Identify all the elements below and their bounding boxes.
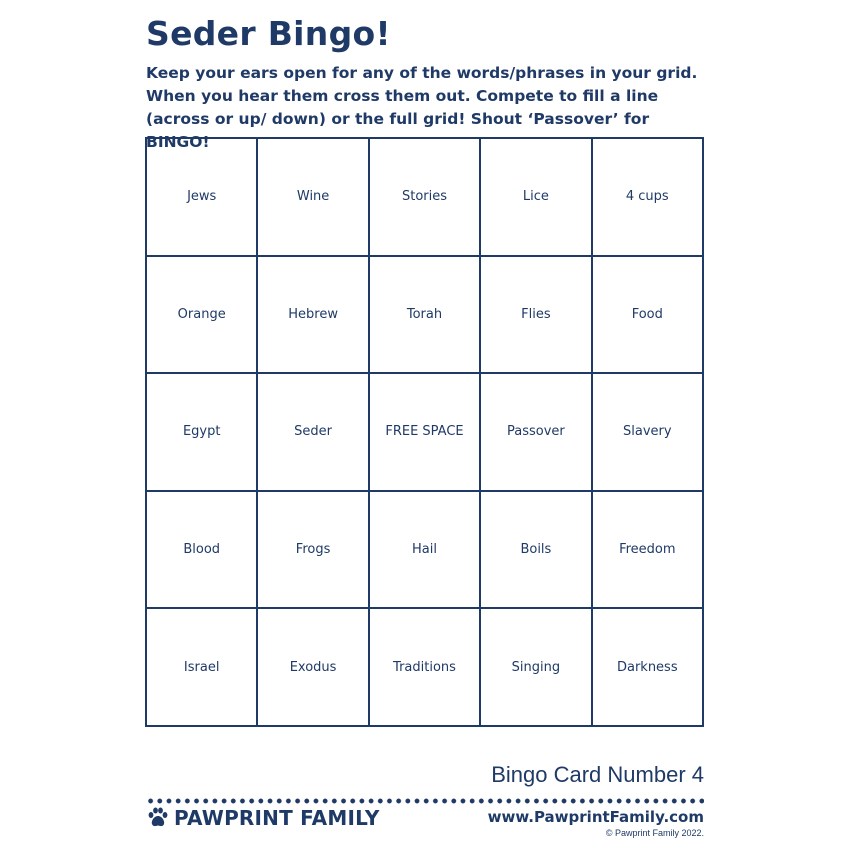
bingo-cell[interactable]: Traditions [370,609,481,727]
bingo-cell[interactable]: Wine [258,139,369,257]
instructions-text: Keep your ears open for any of the words/phrases in your grid. When you hear them cross them out. Compete to fill a line (across or up/ down) or the full grid! Shout ‘Passover’ for BINGO! [146,64,698,151]
bingo-cell[interactable]: Hail [370,492,481,610]
bingo-grid [145,137,704,727]
bingo-cell[interactable]: Flies [481,257,592,375]
bingo-cell[interactable]: Jews [147,139,258,257]
bingo-cell[interactable]: Lice [481,139,592,257]
bingo-cell[interactable]: Torah [370,257,481,375]
paw-print-icon [146,806,170,830]
bingo-cell[interactable]: Singing [481,609,592,727]
bingo-cell[interactable]: FREE SPACE [370,374,481,492]
page-title: Seder Bingo! [146,14,391,53]
bingo-cell[interactable]: Boils [481,492,592,610]
brand-logo [146,806,380,830]
bingo-cell[interactable]: Blood [147,492,258,610]
bingo-cell[interactable]: 4 cups [593,139,704,257]
bingo-cell[interactable]: Stories [370,139,481,257]
dotted-divider [146,798,704,804]
bingo-cell[interactable]: Freedom [593,492,704,610]
bingo-cell[interactable]: Exodus [258,609,369,727]
bingo-cell[interactable]: Darkness [593,609,704,727]
bingo-cell[interactable]: Passover [481,374,592,492]
bingo-cell[interactable]: Food [593,257,704,375]
website-url: www.PawprintFamily.com [487,808,704,826]
bingo-cell[interactable]: Seder [258,374,369,492]
bingo-cell[interactable]: Egypt [147,374,258,492]
brand-name: PAWPRINT FAMILY [174,806,380,830]
copyright-notice: © Pawprint Family 2022. [605,828,704,838]
bingo-cell[interactable]: Slavery [593,374,704,492]
card-number-label: Bingo Card Number 4 [491,762,704,787]
bingo-cell[interactable]: Frogs [258,492,369,610]
bingo-cell[interactable]: Hebrew [258,257,369,375]
bingo-cell[interactable]: Orange [147,257,258,375]
bingo-cell[interactable]: Israel [147,609,258,727]
